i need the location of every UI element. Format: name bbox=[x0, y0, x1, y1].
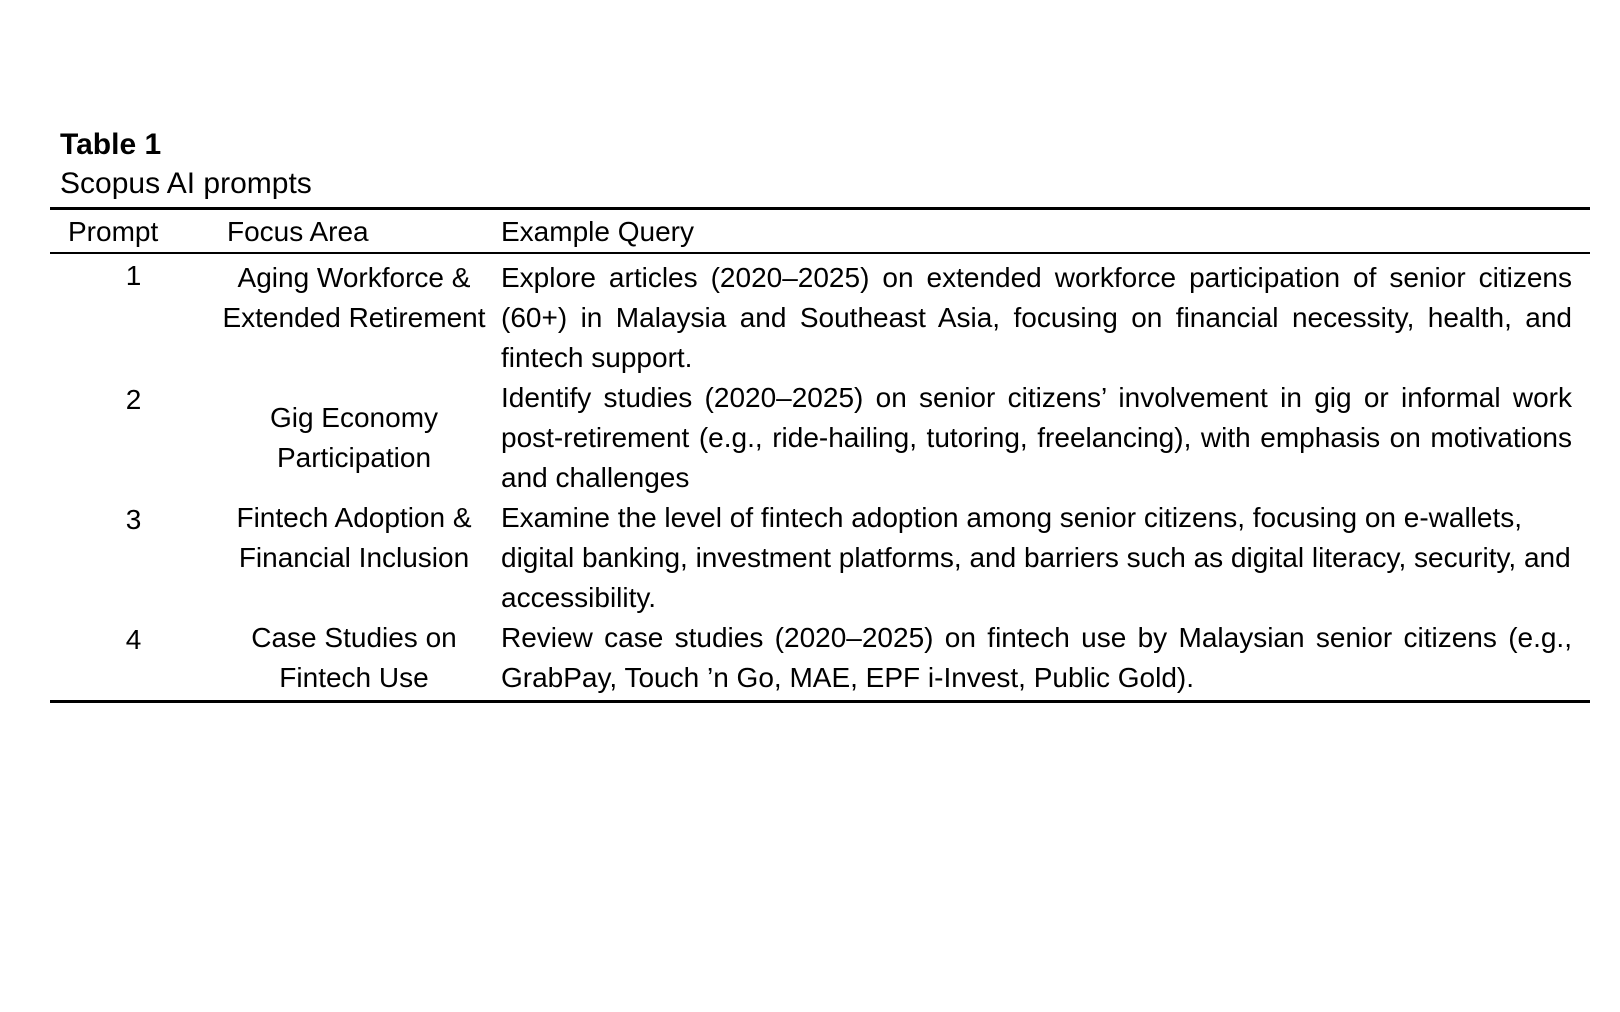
document-page bbox=[50, 125, 1590, 703]
prompt-number: 2 bbox=[125, 384, 142, 415]
focus-area: Fintech Adoption & Financial Inclusion bbox=[236, 502, 472, 573]
column-header-example-query: Example Query bbox=[491, 209, 1590, 254]
table-row bbox=[50, 253, 1590, 378]
table-row bbox=[50, 618, 1590, 702]
focus-area: Gig Economy Participation bbox=[269, 402, 439, 473]
example-query: Review case studies (2020–2025) on fintech use by Malaysian senior citizens (e.g., GrabPay, Touch ’n Go, MAE, EPF i-Invest, Public Gold). bbox=[501, 622, 1572, 693]
table-row bbox=[50, 498, 1590, 618]
example-query: Examine the level of fintech adoption among senior citizens, focusing on e-wallets, digital banking, investment platforms, and barriers such as digital literacy, security, and accessibility. bbox=[501, 502, 1571, 613]
header-row bbox=[50, 209, 1590, 254]
column-header-prompt: Prompt bbox=[50, 209, 217, 254]
focus-area: Aging Workforce & Extended Retirement bbox=[222, 262, 486, 333]
table-caption: Scopus AI prompts bbox=[60, 167, 312, 200]
prompts-table bbox=[50, 207, 1590, 703]
prompt-number: 3 bbox=[125, 504, 142, 535]
prompt-number: 4 bbox=[125, 624, 142, 655]
prompt-number: 1 bbox=[125, 260, 142, 291]
example-query: Identify studies (2020–2025) on senior citizens’ involvement in gig or informal work post-retirement (e.g., ride-hailing, tutoring, freelancing), with emphasis on motivations and challenges bbox=[501, 382, 1572, 493]
table-row bbox=[50, 378, 1590, 498]
table-number: Table 1 bbox=[60, 128, 162, 161]
column-header-focus-area: Focus Area bbox=[217, 209, 491, 254]
example-query: Explore articles (2020–2025) on extended workforce participation of senior citizens (60+) in Malaysia and Southeast Asia, focusing on financial necessity, health, and fintech support. bbox=[501, 262, 1572, 373]
focus-area: Case Studies on Fintech Use bbox=[251, 622, 457, 693]
